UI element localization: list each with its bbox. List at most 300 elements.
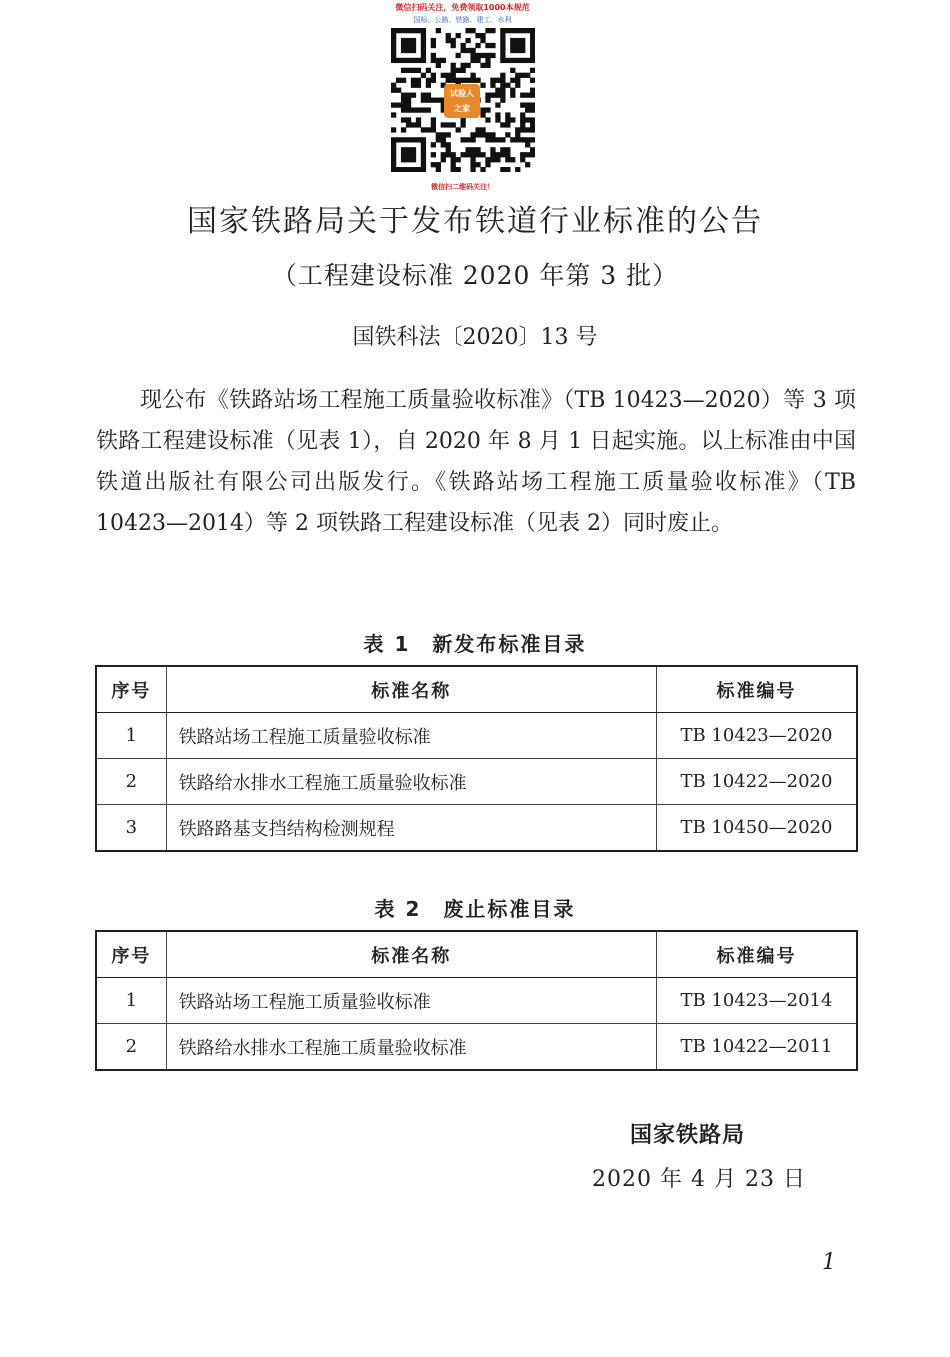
- promo-bottom-text: 微信扫二维码关注！: [431, 183, 494, 191]
- qr-module: [431, 98, 436, 103]
- qr-module: [411, 152, 416, 157]
- qr-module: [391, 83, 396, 88]
- qr-module: [406, 38, 411, 43]
- qr-module: [530, 48, 535, 53]
- qr-module: [510, 117, 515, 122]
- qr-module: [416, 78, 421, 83]
- qr-module: [530, 137, 535, 142]
- qr-module: [530, 117, 535, 122]
- qr-module: [520, 93, 525, 98]
- qr-module: [416, 137, 421, 142]
- qr-module: [520, 48, 525, 53]
- issue-date: 2020 年 4 月 23 日: [592, 1167, 806, 1192]
- qr-module: [436, 58, 441, 63]
- qr-module: [470, 58, 475, 63]
- qr-module: [456, 157, 461, 162]
- qr-module: [446, 38, 451, 43]
- qr-module: [436, 162, 441, 167]
- qr-module: [451, 63, 456, 68]
- qr-module: [461, 43, 466, 48]
- qr-module: [530, 152, 535, 157]
- qr-module: [401, 28, 406, 33]
- qr-module: [465, 63, 470, 68]
- qr-module: [401, 48, 406, 53]
- qr-module: [470, 48, 475, 53]
- qr-module: [500, 78, 505, 83]
- qr-module: [520, 38, 525, 43]
- qr-module: [485, 98, 490, 103]
- qr-module: [391, 33, 396, 38]
- qr-module: [505, 112, 510, 117]
- qr-module: [441, 142, 446, 147]
- qr-module: [411, 83, 416, 88]
- qr-module: [525, 142, 530, 147]
- qr-module: [416, 122, 421, 127]
- qr-module: [401, 127, 406, 132]
- qr-module: [485, 132, 490, 137]
- table-row: [96, 978, 857, 1024]
- qr-module: [441, 132, 446, 137]
- qr-module: [500, 88, 505, 93]
- qr-module: [411, 28, 416, 33]
- row-code: TB 10423—2014: [656, 978, 857, 1024]
- qr-module: [426, 98, 431, 103]
- qr-module: [495, 78, 500, 83]
- qr-module: [530, 93, 535, 98]
- qr-module: [525, 107, 530, 112]
- qr-module: [461, 152, 466, 157]
- table-header-row: [96, 931, 857, 978]
- document-subtitle: （工程建设标准 2020 年第 3 批）: [271, 261, 679, 290]
- header-name: 标准名称: [166, 666, 656, 713]
- page-number: 1: [822, 1250, 836, 1275]
- header-name: 标准名称: [166, 931, 656, 978]
- qr-module: [461, 48, 466, 53]
- qr-module: [490, 157, 495, 162]
- qr-module: [510, 48, 515, 53]
- qr-module: [406, 147, 411, 152]
- qr-module: [475, 33, 480, 38]
- qr-module: [441, 152, 446, 157]
- qr-module: [401, 137, 406, 142]
- qr-module: [520, 112, 525, 117]
- qr-module: [406, 122, 411, 127]
- qr-module: [436, 98, 441, 103]
- qr-module: [421, 53, 426, 58]
- qr-module: [495, 137, 500, 142]
- qr-module: [431, 152, 436, 157]
- qr-module: [421, 157, 426, 162]
- qr-module: [480, 132, 485, 137]
- qr-module: [485, 28, 490, 33]
- qr-module: [500, 38, 505, 43]
- qr-module: [500, 73, 505, 78]
- qr-module: [530, 102, 535, 107]
- qr-module: [446, 122, 451, 127]
- qr-module: [505, 157, 510, 162]
- qr-module: [441, 122, 446, 127]
- qr-module: [391, 112, 396, 117]
- qr-module: [391, 157, 396, 162]
- qr-module: [401, 107, 406, 112]
- issuer-signature: 国家铁路局: [630, 1123, 746, 1148]
- qr-module: [411, 107, 416, 112]
- qr-module: [401, 78, 406, 83]
- qr-module: [470, 137, 475, 142]
- table-row: [96, 1024, 857, 1071]
- qr-module: [441, 137, 446, 142]
- table-row: [96, 713, 857, 759]
- qr-module: [451, 68, 456, 73]
- qr-module: [510, 78, 515, 83]
- qr-module: [465, 137, 470, 142]
- qr-module: [500, 43, 505, 48]
- qr-module: [485, 53, 490, 58]
- qr-module: [465, 38, 470, 43]
- qr-module: [465, 28, 470, 33]
- qr-module: [401, 58, 406, 63]
- qr-module: [515, 167, 520, 172]
- qr-module: [485, 162, 490, 167]
- badge-line-1: 试验人: [450, 89, 474, 98]
- qr-module: [426, 68, 431, 73]
- qr-module: [391, 162, 396, 167]
- qr-module: [421, 28, 426, 33]
- row-code: TB 10450—2020: [656, 805, 857, 852]
- qr-module: [391, 53, 396, 58]
- qr-module: [401, 93, 406, 98]
- qr-module: [406, 102, 411, 107]
- qr-module: [401, 98, 406, 103]
- qr-module: [525, 127, 530, 132]
- qr-module: [495, 93, 500, 98]
- qr-module: [470, 167, 475, 172]
- qr-module: [421, 58, 426, 63]
- qr-module: [475, 162, 480, 167]
- qr-module: [470, 152, 475, 157]
- qr-module: [396, 167, 401, 172]
- qr-module: [505, 122, 510, 127]
- qr-module: [500, 33, 505, 38]
- qr-module: [416, 117, 421, 122]
- qr-module: [475, 152, 480, 157]
- qr-module: [530, 38, 535, 43]
- qr-module: [515, 58, 520, 63]
- qr-module: [500, 48, 505, 53]
- qr-module: [396, 78, 401, 83]
- qr-module: [411, 137, 416, 142]
- qr-module: [530, 58, 535, 63]
- qr-module: [406, 58, 411, 63]
- qr-module: [411, 43, 416, 48]
- header-serial: 序号: [96, 666, 166, 713]
- qr-module: [406, 28, 411, 33]
- qr-module: [510, 38, 515, 43]
- qr-module: [391, 43, 396, 48]
- qr-module: [485, 157, 490, 162]
- qr-module: [396, 102, 401, 107]
- qr-module: [406, 117, 411, 122]
- qr-module: [391, 48, 396, 53]
- qr-module: [456, 127, 461, 132]
- qr-module: [451, 167, 456, 172]
- qr-module: [525, 28, 530, 33]
- qr-module: [480, 167, 485, 172]
- qr-module: [421, 73, 426, 78]
- row-serial: 1: [96, 713, 166, 759]
- qr-module: [520, 28, 525, 33]
- qr-module: [451, 73, 456, 78]
- qr-module: [391, 58, 396, 63]
- qr-module: [391, 102, 396, 107]
- qr-module: [485, 107, 490, 112]
- qr-module: [480, 152, 485, 157]
- qr-module: [456, 68, 461, 73]
- qr-module: [490, 43, 495, 48]
- qr-module: [475, 78, 480, 83]
- qr-module: [406, 48, 411, 53]
- qr-module: [406, 137, 411, 142]
- qr-module: [500, 93, 505, 98]
- qr-module: [520, 43, 525, 48]
- qr-module: [461, 63, 466, 68]
- qr-module: [505, 147, 510, 152]
- qr-module: [475, 132, 480, 137]
- qr-module: [485, 63, 490, 68]
- qr-module: [515, 78, 520, 83]
- qr-module: [490, 93, 495, 98]
- qr-module: [480, 127, 485, 132]
- qr-module: [421, 93, 426, 98]
- qr-module: [391, 167, 396, 172]
- qr-module: [495, 88, 500, 93]
- qr-module: [421, 137, 426, 142]
- qr-module: [480, 83, 485, 88]
- qr-module: [431, 122, 436, 127]
- qr-module: [421, 167, 426, 172]
- qr-module: [451, 157, 456, 162]
- qr-module: [401, 68, 406, 73]
- qr-module: [490, 78, 495, 83]
- qr-module: [396, 88, 401, 93]
- qr-module: [480, 33, 485, 38]
- qr-module: [426, 93, 431, 98]
- qr-module: [490, 132, 495, 137]
- qr-module: [451, 43, 456, 48]
- qr-module: [500, 167, 505, 172]
- qr-module: [401, 38, 406, 43]
- qr-module: [500, 83, 505, 88]
- abolished-standards-table: [95, 930, 858, 1071]
- qr-module: [520, 102, 525, 107]
- qr-module: [421, 43, 426, 48]
- qr-module: [421, 33, 426, 38]
- qr-module: [406, 93, 411, 98]
- row-serial: 1: [96, 978, 166, 1024]
- qr-module: [510, 88, 515, 93]
- qr-module: [431, 53, 436, 58]
- qr-module: [451, 152, 456, 157]
- qr-module: [431, 142, 436, 147]
- qr-module: [510, 43, 515, 48]
- qr-module: [411, 93, 416, 98]
- qr-module: [475, 147, 480, 152]
- qr-module: [495, 157, 500, 162]
- row-serial: 3: [96, 805, 166, 852]
- qr-module: [520, 58, 525, 63]
- qr-module: [500, 58, 505, 63]
- qr-module: [510, 28, 515, 33]
- row-name: 铁路站场工程施工质量验收标准: [166, 713, 656, 759]
- qr-module: [401, 117, 406, 122]
- qr-module: [470, 28, 475, 33]
- qr-module: [391, 28, 396, 33]
- qr-module: [411, 38, 416, 43]
- qr-module: [530, 53, 535, 58]
- qr-module: [431, 58, 436, 63]
- new-standards-table: [95, 665, 858, 852]
- qr-module: [441, 157, 446, 162]
- qr-module: [431, 162, 436, 167]
- qr-module: [520, 127, 525, 132]
- table-row: [96, 805, 857, 852]
- qr-module: [530, 43, 535, 48]
- qr-module: [485, 43, 490, 48]
- qr-module: [500, 98, 505, 103]
- qr-module: [515, 73, 520, 78]
- qr-module: [406, 167, 411, 172]
- qr-module: [505, 83, 510, 88]
- qr-module: [446, 78, 451, 83]
- qr-module: [515, 48, 520, 53]
- qr-module: [456, 167, 461, 172]
- qr-module: [411, 48, 416, 53]
- qr-module: [505, 28, 510, 33]
- qr-module: [470, 53, 475, 58]
- qr-module: [446, 142, 451, 147]
- qr-module: [406, 157, 411, 162]
- qr-module: [480, 112, 485, 117]
- qr-module: [391, 142, 396, 147]
- qr-module: [510, 58, 515, 63]
- qr-module: [495, 152, 500, 157]
- qr-module: [470, 147, 475, 152]
- qr-module: [495, 102, 500, 107]
- qr-module: [530, 147, 535, 152]
- qr-module: [421, 98, 426, 103]
- row-code: TB 10422—2011: [656, 1024, 857, 1071]
- qr-module: [475, 43, 480, 48]
- qr-module: [416, 28, 421, 33]
- qr-code-icon[interactable]: [391, 28, 535, 172]
- qr-module: [470, 132, 475, 137]
- qr-module: [500, 147, 505, 152]
- qr-module: [416, 68, 421, 73]
- qr-module: [456, 33, 461, 38]
- qr-module: [490, 137, 495, 142]
- qr-module: [525, 102, 530, 107]
- header-code: 标准编号: [656, 931, 857, 978]
- qr-module: [505, 58, 510, 63]
- qr-module: [495, 112, 500, 117]
- qr-module: [480, 38, 485, 43]
- qr-module: [515, 132, 520, 137]
- qr-module: [475, 127, 480, 132]
- qr-module: [421, 147, 426, 152]
- qr-module: [411, 78, 416, 83]
- qr-module: [515, 83, 520, 88]
- qr-module: [470, 73, 475, 78]
- badge-line-2: 之家: [454, 104, 470, 113]
- qr-module: [401, 152, 406, 157]
- row-code: TB 10422—2020: [656, 759, 857, 805]
- qr-module: [431, 127, 436, 132]
- qr-module: [490, 83, 495, 88]
- qr-module: [451, 122, 456, 127]
- qr-module: [426, 107, 431, 112]
- row-name: 铁路给水排水工程施工质量验收标准: [166, 759, 656, 805]
- qr-module: [530, 88, 535, 93]
- qr-module: [406, 68, 411, 73]
- qr-module: [515, 137, 520, 142]
- row-name: 铁路站场工程施工质量验收标准: [166, 978, 656, 1024]
- qr-module: [401, 157, 406, 162]
- qr-module: [530, 122, 535, 127]
- qr-module: [426, 83, 431, 88]
- qr-module: [500, 137, 505, 142]
- qr-module: [411, 68, 416, 73]
- row-name: 铁路路基支挡结构检测规程: [166, 805, 656, 852]
- header-serial: 序号: [96, 931, 166, 978]
- qr-module: [441, 58, 446, 63]
- qr-module: [446, 33, 451, 38]
- qr-module: [431, 73, 436, 78]
- header-code: 标准编号: [656, 666, 857, 713]
- qr-module: [525, 137, 530, 142]
- qr-module: [520, 73, 525, 78]
- qr-module: [436, 137, 441, 142]
- qr-module: [391, 137, 396, 142]
- qr-module: [421, 142, 426, 147]
- qr-module: [456, 78, 461, 83]
- qr-module: [490, 53, 495, 58]
- qr-module: [421, 127, 426, 132]
- qr-module: [396, 58, 401, 63]
- qr-module: [436, 63, 441, 68]
- qr-module: [510, 68, 515, 73]
- qr-module: [475, 58, 480, 63]
- qr-module: [461, 122, 466, 127]
- qr-module: [520, 122, 525, 127]
- table-row: [96, 759, 857, 805]
- qr-module: [391, 38, 396, 43]
- qr-module: [411, 157, 416, 162]
- qr-module: [530, 28, 535, 33]
- qr-module: [436, 28, 441, 33]
- qr-module: [421, 38, 426, 43]
- qr-module: [465, 152, 470, 157]
- qr-module: [505, 167, 510, 172]
- qr-module: [451, 162, 456, 167]
- qr-module: [505, 132, 510, 137]
- qr-module: [520, 157, 525, 162]
- qr-module: [525, 117, 530, 122]
- qr-module: [391, 88, 396, 93]
- qr-module: [465, 78, 470, 83]
- qr-module: [421, 152, 426, 157]
- qr-module: [436, 132, 441, 137]
- qr-module: [441, 73, 446, 78]
